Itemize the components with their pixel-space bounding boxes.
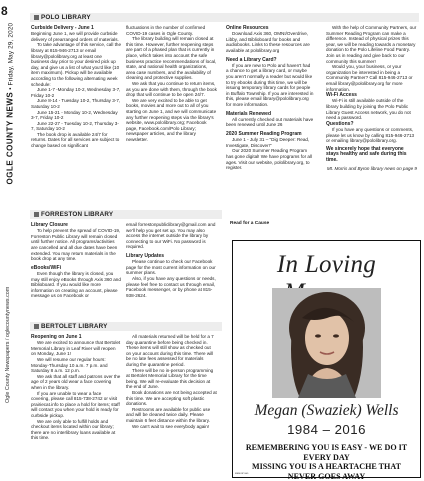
verse-line: NEVER GOES AWAY [287,471,366,481]
forreston-header-text: FORRESTON LIBRARY [41,211,114,218]
forreston-col-1 [31,222,121,299]
memorial-ad [232,240,421,481]
paragraph: Download Axis 360, OMNI/Overdrive, Libby, and Biblioboard for books and audiobooks. Links to these resources are available at pololibrary.org [226,31,310,53]
paragraph: Even though the library is closed, you may still enjoy eBooks through Axis 360 and Biblioboard. If you would like more information on creating an account, please message us on Facebook or [31,270,121,299]
page-number: 8 [1,4,8,18]
paragraph: With the help of Community Partners, our Summer Reading Program can make a difference. Instead of physical prizes this year, we will be reading towards a monetary donation to the Polo Lifeline Food Pantry. Join us in reading and give back to our community this summer! [326,25,417,64]
memorial-years: 1984 – 2016 [287,422,366,437]
subhead: 2020 Summer Reading Program [226,130,302,137]
portrait-image [272,288,381,398]
paragraph: If you are unable to wear a face covering, please call 815-738-2742 or visit prairiecat.info to place a hold for items; staff will contact you when your hold is ready for curbside pickup. [31,390,120,418]
section-square-icon [34,212,39,217]
ad-tag: MEMORY AD [235,473,249,475]
paragraph: If you have any questions or comments, please let us know by calling 815-946-2713 or emailing library@pololibrary.org. [326,126,415,144]
paragraph: We will resume our regular hours: Monday-Thursday 10 a.m. 7 p.m. and Saturday 8 a.m. 12 p.m. [31,356,108,374]
paragraph: Book donations are not being accepted at this time. We are accepting soft plastic donations. [126,389,217,407]
memorial-photo [272,288,381,398]
paper-name: OGLE COUNTY NEWS [5,91,15,185]
bertolet-header-text: BERTOLET LIBRARY [41,323,108,330]
memorial-verse [233,443,420,481]
polo-col-2 [126,25,217,142]
paragraph: The book drop is available 24/7 for returns. Dates for all services are subject to change based on significant [31,131,120,149]
memorial-name: Megan (Swaziek) Wells [254,402,399,419]
subhead: Wi-Fi Access [326,92,357,99]
schedule-line: June 8-14 - Tuesday 10-2, Thursday 3-7, Saturday 10-2 [31,98,121,109]
forreston-col-2 [126,222,217,298]
read-for-cause-label: Read for a Cause [230,221,270,226]
paragraph: If you are new to Polo and haven't had a chance to get a library card, or maybe you aren't normally a reader but would like to try ebooks during this time, we will be issuing temporary library cards for people in Buffalo Township. If you are interested in this, please email library@pololibrary.org for more information. [226,62,314,107]
paragraph: Please continue to check our Facebook page for the most current information on our summer plans. [126,259,216,276]
paragraph: The library building will remain closed at this time. However, further reopening steps are part of a phased plan that is currently in place, which takes into account the safe business practice recommendations of local, state, and national health organizations, area case numbers, and the availability of cleaning and protective supplies. [126,36,217,81]
paragraph: There will be no in-person programming at Bertolet Memorial Library for the time being. We will re-evaluate this decision at the end of June. [126,367,214,390]
polo-col-1 [31,25,121,149]
subhead: Reopening on June 1 [31,334,82,340]
polo-header-text: POLO LIBRARY [41,14,91,21]
verse-line: EVERY DAY [303,452,350,462]
paragraph: Wi-Fi is still available outside of the library building by joining the Polo Public Library Guest Access network, you do not need a password. [326,98,411,121]
subhead: Library Updates [126,252,165,259]
bertolet-col-2 [126,334,217,429]
paragraph: June 1 - July 31 – "Dig Deeper: Read, Investigate, Discover!" [226,137,310,148]
polo-section-header [30,13,419,22]
paragraph: Beginning June 1, we will provide curbside delivery of prearranged orders of materials. [31,31,119,42]
subhead: Materials Renewed [226,110,272,117]
subhead: Questions? [326,120,354,127]
bertolet-col-1 [31,334,121,441]
jump-line: Mt. Morris and Byron library news on page 9 [326,166,417,172]
schedule-line: June 15-21 - Monday 10-2, Wednesday 3-7, Friday 10-2 [31,109,118,121]
verse-line: REMEMBERING YOU IS EASY - WE DO IT [245,443,408,452]
paragraph: Restrooms are available for public use and will be cleaned twice daily. Please maintain 6 feet distance within the library. [126,406,211,423]
paragraph: Our 2020 Summer Reading Program has gone digital! We have programs for all ages. Visit our website, pololibrary.org, to register. [226,148,312,171]
paragraph: All materials returned will be held for a 7 day quarantine before being checked in. These items will still show as checked out on your account during this time. There will be no late fees assessed for materials during the quarantine period. [126,334,214,367]
paragraph: We can't wait to see everybody again! [132,423,210,429]
schedule-line: June 22-27 - Tuesday 10-2, Thursday 3-7, Saturday 10-2 [31,120,119,132]
subhead: Library Closure [31,222,68,228]
memorial-title: In Loving [276,251,377,278]
paragraph: To help prevent the spread of COVID-19, Forreston Public Library will remain closed until further notice. All programs/activities are cancelled and all due dates have been extended. You may return materials in the book drop at any time. [31,228,121,262]
polo-col-3 [226,25,314,171]
subhead: Need a Library Card? [226,56,277,63]
rail-masthead: OGLE COUNTY NEWS • Friday, May 29, 2020 [5,22,15,185]
schedule-line: June 1-7 -Monday 10-2, Wednesday 3-7, Friday 10-2 [31,87,121,98]
section-square-icon [34,15,39,20]
bertolet-section-header [30,322,222,331]
section-square-icon [34,324,39,329]
verse-line: MISSING YOU IS A HEARTACHE THAT [252,462,401,472]
subhead: eBooks/WiFi [31,264,61,271]
paragraph: We are excited to announce that Bertolet Memorial Library in Leaf River will reopen on Monday, June 1! [31,340,121,357]
paragraph: We are very excited to be able to get books, movies and more out to all of you starting on June 1, and we will communicate any further reopening steps via the library's website, www.pololibrary.org; Facebook page, Facebook.com/Polo Library; newspaper articles, and the library newsletter. [126,97,217,142]
paragraph: We ask that all staff and patrons over the age of 2 years old wear a face covering when in the library. [31,373,121,390]
paragraph: We are only able to fulfill holds and checkout items located within our library; there are no interlibrary loans available at this time. [31,418,116,441]
dateline: Friday, May 29, 2020 [7,22,15,86]
forreston-section-header [30,210,222,219]
subhead: Online Resources [226,25,269,31]
paragraph: Would you, your business, or your organization be interested in being a Community Partner? Call 815-946-2713 or email library@pololibrary.org for more information. [326,64,413,92]
left-rail [0,0,14,480]
subhead: Curbside Delivery - June 1 [31,25,94,31]
paragraph: To take advantage of this service, call the library at 815-946-2713 or email library@pololibrary.org at least one business day prior to your desired pick up day, and give us a list of what you'd like (10 item maximum). Pickup will be available according to the following alternating week schedule: [31,42,122,87]
paragraph: Also, if you have any questions or needs, please feel free to contact us through email, Facebook messenger, or by phone at 815-938-2624. [126,275,216,298]
emphasis-paragraph: We sincerely hope that everyone stays healthy and safe during this time. [326,145,407,163]
paragraph: All currently checked out materials have been renewed until June 26 [226,116,314,128]
paragraph: We ask that you continue to return items, as you are done with them, through the book drop that will continue to be open 24/7. [126,80,217,98]
polo-col-4 [326,25,417,172]
rail-footer: Ogle County Newspapers / oglecountynews.com [5,286,11,403]
paragraph: fluctuations in the number of confirmed COVID-19 cases in Ogle County. [126,25,206,36]
paragraph: email forrestonpubliclibrary@gmail.com and we'll help you get set up. You may also access the internet outside the library by connecting to our WiFi. No password is required. [126,222,216,250]
